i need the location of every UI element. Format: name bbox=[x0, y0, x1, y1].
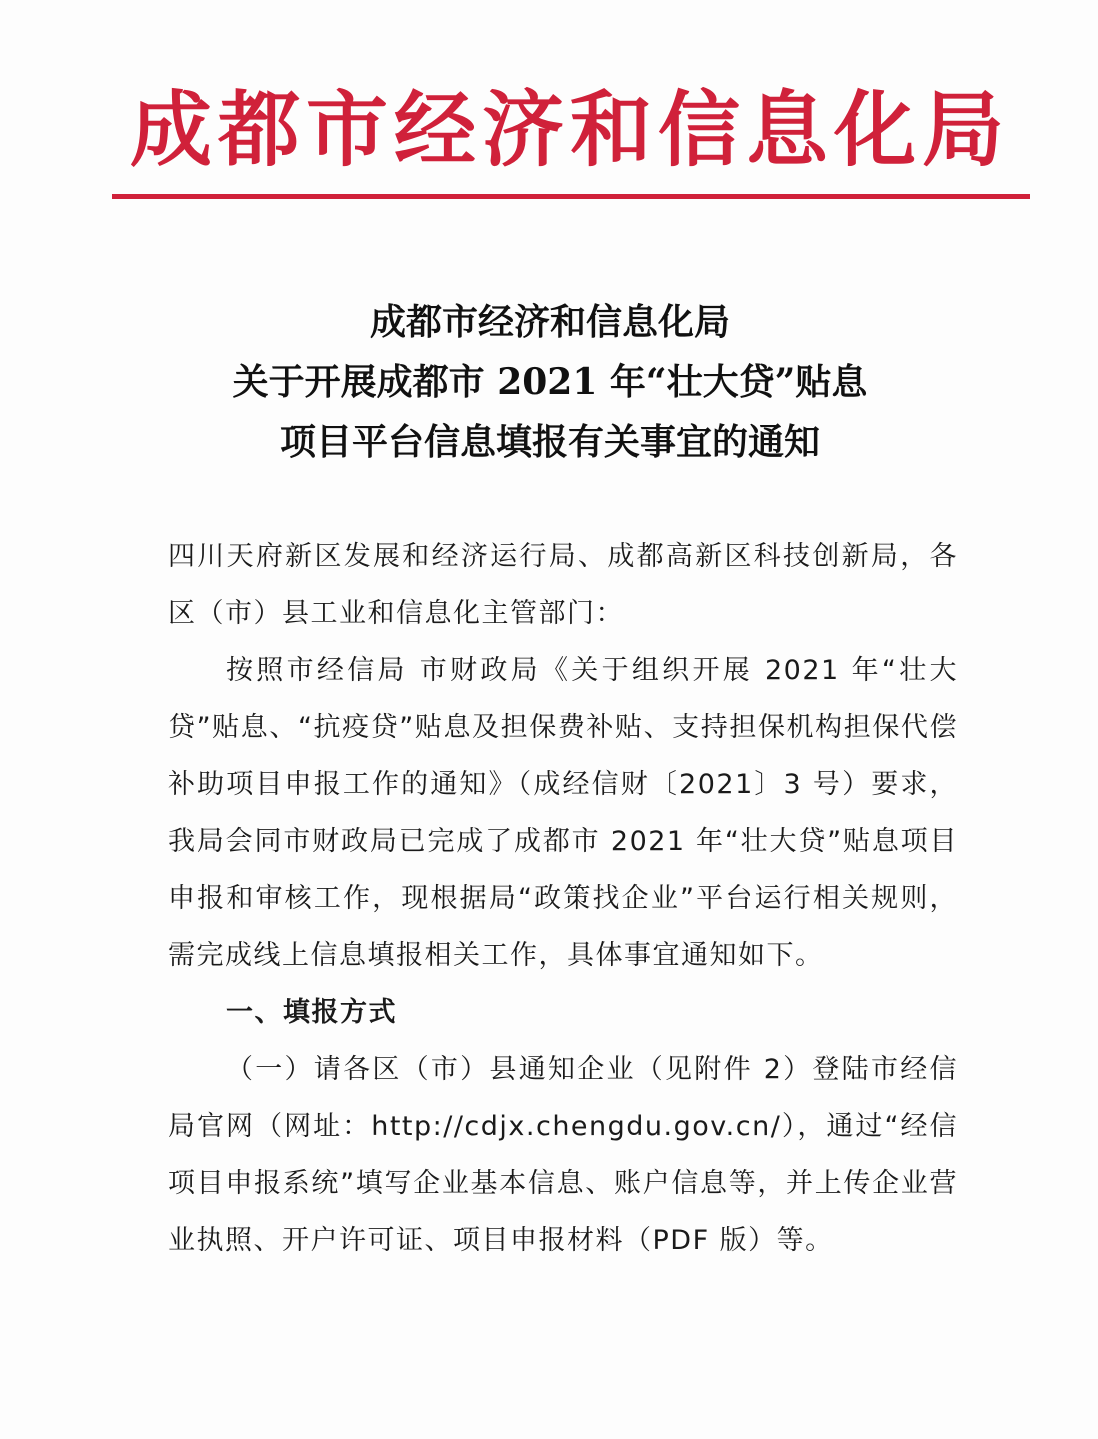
section-1-item-1: （一）请各区（市）县通知企业（见附件 2）登陆市经信局官网（网址：http://cdjx.chengdu.gov.cn/），通过“经信项目申报系统”填写企业基本信息、账户信息等，并上传企业营业执照、开户许可证、项目申报材料（PDF 版）等。 bbox=[168, 1054, 958, 1256]
letterhead-title: 成都市经济和信息化局 bbox=[129, 82, 1010, 178]
document-title-line-3: 项目平台信息填报有关事宜的通知 bbox=[279, 421, 820, 463]
document-title bbox=[100, 292, 1000, 472]
recipients: 四川天府新区发展和经济运行局、成都高新区科技创新局，各区（市）县工业和信息化主管部门： bbox=[168, 541, 958, 629]
document-title-line-2: 关于开展成都市 2021 年“壮大贷”贴息 bbox=[232, 361, 868, 403]
letterhead-red-rule bbox=[112, 194, 1030, 199]
paragraph-intro: 按照市经信局 市财政局《关于组织开展 2021 年“壮大贷”贴息、“抗疫贷”贴息及担保费补贴、支持担保机构担保代偿补助项目申报工作的通知》（成经信财〔2021〕3 号）要求，我局会同市财政局已完成了成都市 2021 年“壮大贷”贴息项目申报和审核工作，现根据局“政策找企业”平台运行相关规则，需完成线上信息填报相关工作，具体事宜通知如下。 bbox=[168, 655, 958, 971]
document-body bbox=[168, 528, 958, 1269]
document-title-line-1: 成都市经济和信息化局 bbox=[369, 301, 730, 343]
section-heading-1: 一、填报方式 bbox=[226, 997, 397, 1028]
